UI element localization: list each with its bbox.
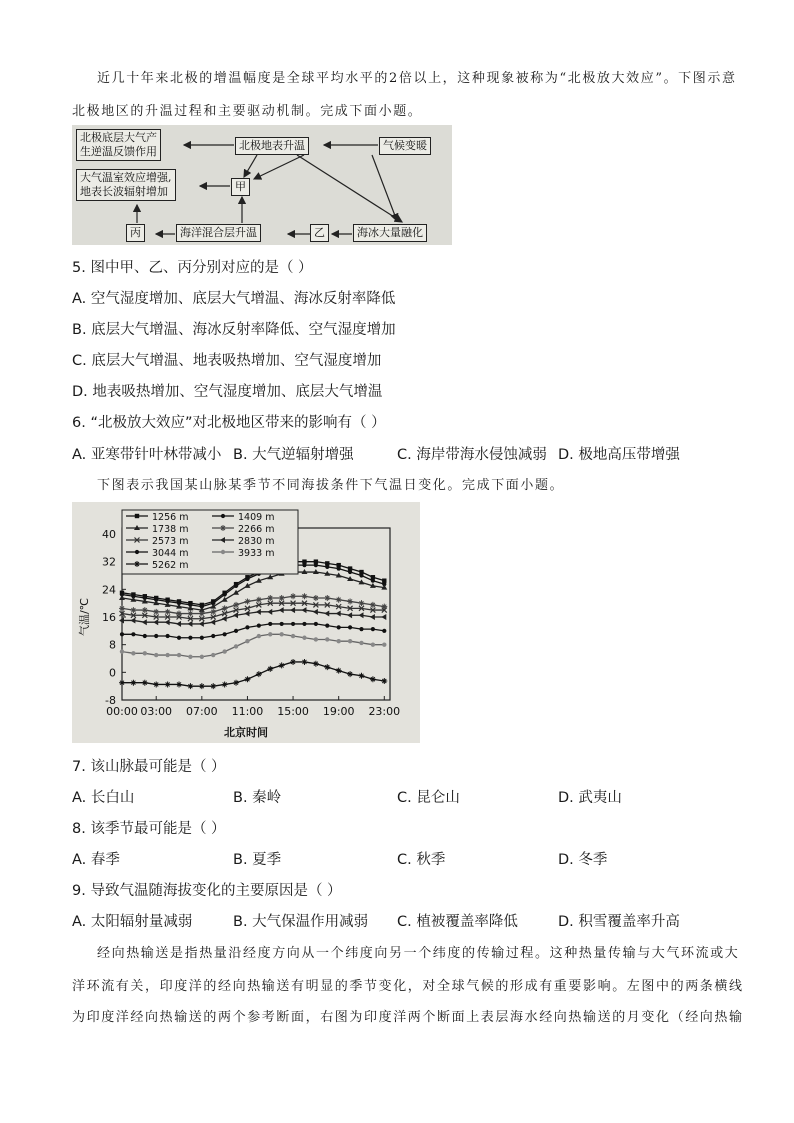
data-point [302,636,306,640]
legend-label: 1409 m [238,512,275,523]
q7-option-d: D. 武夷山 [558,790,622,806]
intro-line-2: 北极地区的升温过程和主要驱动机制。完成下面小题。 [72,104,423,119]
data-point [210,619,215,625]
y-tick-label: 0 [109,666,116,680]
data-point [256,609,261,615]
data-point [245,625,249,629]
node-surface-warming: 北极地表升温 [235,137,309,155]
data-point [348,625,352,629]
data-point [347,671,353,677]
data-point [371,627,375,631]
data-point [233,602,239,608]
data-point [280,622,284,626]
data-point [301,593,307,599]
data-point [165,609,171,615]
q8-option-a: A. 春季 [72,852,120,868]
series-line [122,572,384,610]
series-line [122,603,384,619]
data-point [244,598,250,604]
node-climate-warming: 气候变暖 [379,137,431,155]
q9-option-b: B. 大气保温作用减弱 [233,914,369,930]
data-point [187,611,193,617]
data-point [234,584,238,588]
data-point [233,590,239,595]
q7-option-c: C. 昆仑山 [397,790,460,806]
data-point [256,671,262,677]
data-point [222,681,228,687]
arctic-warming-flowchart [72,125,452,245]
x-tick-label: 03:00 [140,705,173,718]
data-point [324,664,330,670]
q5-option-b: B. 底层大气增温、海冰反射率降低、空气湿度增加 [72,322,396,338]
legend-swatch-marker [221,550,225,554]
data-point [382,629,386,633]
data-point [176,681,182,687]
series-line [122,624,384,638]
data-point [165,619,170,625]
data-point [268,622,272,626]
q5-option-d: D. 地表吸热增加、空气湿度增加、底层大气增温 [72,384,383,400]
data-point [301,659,307,665]
q8-stem: 8. 该季节最可能是（ ） [72,821,226,837]
data-point [153,619,158,625]
data-point [336,597,342,603]
q8-option-d: D. 冬季 [558,852,608,868]
data-point [347,598,353,604]
temperature-chart-svg [72,502,420,743]
data-point [359,627,363,631]
data-point [119,605,125,611]
data-point [233,612,238,618]
data-point [223,592,227,596]
data-point [313,609,318,615]
data-point [131,651,135,655]
data-point [154,634,158,638]
data-point [119,680,125,686]
data-point [257,624,261,628]
data-point [142,607,148,613]
data-point [358,673,364,679]
data-point [187,621,192,627]
x-tick-label: 23:00 [368,705,401,718]
legend-label: 2573 m [152,536,189,547]
data-point [120,649,124,653]
node-greenhouse-line2: 地表长波辐射增加 [80,185,168,198]
y-tick-label: 8 [109,638,116,652]
data-point [371,579,375,583]
x-tick-label: 11:00 [231,705,264,718]
legend-swatch-marker [221,514,225,518]
intro-3-line-2: 洋环流有关，印度洋的经向热输送有明显的季节变化，对全球气候的形成有重要影响。左图中的两条横线 [72,979,744,994]
data-point [244,611,249,617]
data-point [279,662,285,668]
data-point [211,634,215,638]
data-point [324,611,329,617]
data-point [165,681,171,687]
data-point [131,632,135,636]
data-point [200,655,204,659]
data-point [188,655,192,659]
legend-swatch-marker [135,550,139,554]
q8-option-c: C. 秋季 [397,852,446,868]
y-tick-label: 40 [102,528,116,541]
x-tick-label: 19:00 [322,705,355,718]
q7-option-b: B. 秦岭 [233,790,282,806]
intro-3-line-1: 经向热输送是指热量沿经度方向从一个纬度向另一个纬度的传输过程。这种热量传输与大气环流或大 [97,946,740,961]
node-inversion-feedback [76,129,161,161]
data-point [142,619,147,625]
data-point [347,612,352,618]
data-point [301,607,306,613]
data-point [222,597,228,602]
intro-3-line-3: 为印度洋经向热输送的两个参考断面，右图为印度洋两个断面上表层海水经向热输送的月变化（经向热输 [72,1010,744,1025]
data-point [130,607,136,613]
node-bing: 丙 [126,224,145,242]
data-point [370,602,376,608]
node-ocean-mixed-layer: 海洋混合层升温 [176,224,261,242]
data-point [267,666,273,672]
temperature-chart [72,502,420,743]
x-axis-label: 北京时间 [224,726,268,739]
data-point [142,680,148,686]
data-point [325,637,329,641]
data-point [222,616,227,622]
data-point [382,642,386,646]
data-point [267,609,272,615]
q6-option-d: D. 极地高压带增强 [558,447,680,463]
data-point [348,570,352,574]
q7-stem: 7. 该山脉最可能是（ ） [72,759,226,775]
data-point [210,609,216,615]
q8-option-b: B. 夏季 [233,852,282,868]
data-point [381,678,387,684]
data-point [200,636,204,640]
q6-stem: 6. “北极放大效应”对北极地区带来的影响有（ ） [72,415,386,431]
data-point [153,681,159,687]
node-greenhouse [76,169,176,201]
data-point [314,637,318,641]
data-point [199,621,204,627]
legend-label: 3044 m [152,548,189,559]
data-point [120,632,124,636]
legend-label: 2266 m [238,524,275,535]
data-point [290,659,296,665]
data-point [314,622,318,626]
data-point [245,639,249,643]
q6-option-b: B. 大气逆辐射增强 [233,447,354,463]
data-point [358,600,364,606]
y-tick-label: 24 [102,583,116,597]
y-tick-label: 32 [102,555,116,569]
data-point [244,676,250,682]
data-point [165,653,169,657]
data-point [381,614,386,620]
q9-option-d: D. 积雪覆盖率升高 [558,914,680,930]
node-jia: 甲 [231,178,250,196]
data-point [257,634,261,638]
legend-label: 3933 m [238,548,275,559]
data-point [222,649,226,653]
data-point [130,617,135,623]
data-point [256,597,262,603]
data-point [267,595,273,601]
data-point [188,636,192,640]
data-point [233,680,239,686]
legend-label: 1738 m [152,524,189,535]
data-point [313,595,319,601]
node-sea-ice-melt: 海冰大量融化 [353,224,427,242]
q5-option-a: A. 空气湿度增加、底层大气增温、海冰反射率降低 [72,291,396,307]
q9-option-a: A. 太阳辐射量减弱 [72,914,193,930]
series-line [122,634,384,656]
legend-label: 1256 m [152,512,189,523]
data-point [336,611,341,617]
data-point [210,683,216,689]
q5-option-c: C. 底层大气增温、地表吸热增加、空气湿度增加 [72,353,382,369]
data-point [119,595,125,600]
data-point [176,621,181,627]
intro-2: 下图表示我国某山脉某季节不同海拔条件下气温日变化。完成下面小题。 [97,478,565,493]
q9-option-c: C. 植被覆盖率降低 [397,914,518,930]
data-point [370,614,375,620]
data-point [211,653,215,657]
data-point [290,593,296,599]
data-point [324,595,330,601]
data-point [313,661,319,667]
legend-swatch-marker [135,514,139,518]
q9-stem: 9. 导致气温随海拔变化的主要原因是（ ） [72,883,342,899]
node-yi: 乙 [310,224,329,242]
y-tick-label: 16 [102,611,116,624]
legend-label: 5262 m [152,560,189,571]
intro-line-1: 近几十年来北极的增温幅度是全球平均水平的2倍以上，这种现象被称为“北极放大效应”。下图示意 [97,71,737,86]
data-point [302,622,306,626]
data-point [199,683,205,689]
x-tick-label: 07:00 [185,705,218,718]
q7-option-a: A. 长白山 [72,790,135,806]
q5-stem: 5. 图中甲、乙、丙分别对应的是（ ） [72,260,313,276]
x-tick-label: 15:00 [277,705,309,718]
data-point [222,605,228,611]
data-point [291,634,295,638]
data-point [370,676,376,682]
data-point [291,622,295,626]
y-tick-label: -8 [105,694,116,707]
data-point [279,632,283,636]
data-point [154,653,158,657]
data-point [143,634,147,638]
legend-label: 2830 m [238,536,275,547]
data-point [314,563,318,567]
data-point [268,632,272,636]
data-point [279,595,285,601]
data-point [336,639,340,643]
node-inversion-line2: 生逆温反馈作用 [80,145,157,158]
data-point [358,612,363,618]
q6-option-c: C. 海岸带海水侵蚀减弱 [397,447,547,463]
data-point [337,566,341,570]
data-point [290,607,295,613]
series-line [122,662,384,686]
data-point [337,625,341,629]
x-tick-label: 00:00 [106,705,138,718]
node-greenhouse-line1: 大气温室效应增强, [80,171,172,184]
data-point [359,641,363,645]
data-point [279,607,284,613]
data-point [325,624,329,628]
data-point [348,639,352,643]
data-point [234,629,238,633]
data-point [336,668,342,674]
data-point [187,683,193,689]
data-point [177,653,181,657]
data-point [223,632,227,636]
node-inversion-line1: 北极底层大气产 [80,131,157,144]
data-point [359,573,363,577]
data-point [325,565,329,569]
data-point [143,651,147,655]
data-point [302,563,306,567]
q6-option-a: A. 亚寒带针叶林带减小 [72,447,222,463]
data-point [371,642,375,646]
data-point [153,609,159,615]
data-point [177,636,181,640]
data-point [234,644,238,648]
y-axis-label: 气温/℃ [78,597,91,637]
data-point [130,680,136,686]
data-point [245,577,249,581]
data-point [166,634,170,638]
